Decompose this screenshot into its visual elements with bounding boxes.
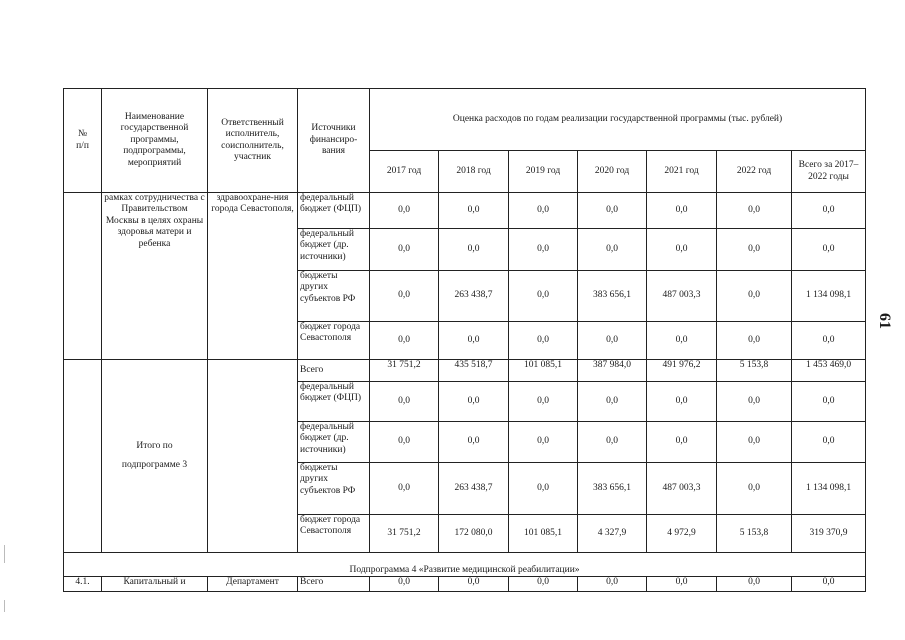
value-cell: 0,0 [509, 193, 578, 229]
value-cell: 0,0 [578, 229, 647, 271]
source-cell: федеральный бюджет (др. источники) [298, 422, 370, 463]
source-cell: федеральный бюджет (др. источники) [298, 229, 370, 271]
value-cell: 0,0 [717, 322, 792, 360]
header-year: 2018 год [439, 151, 509, 193]
value-cell: 0,0 [792, 322, 866, 360]
section-title: Подпрограмма 4 «Развитие медицинской реабилитации» [64, 553, 866, 577]
value-cell: 0,0 [647, 193, 717, 229]
source-cell: федеральный бюджет (ФЦП) [298, 382, 370, 422]
table-row [64, 577, 866, 592]
row-executor: Департамент [208, 577, 298, 592]
value-cell: 435 518,7 [439, 360, 509, 382]
row-executor: здравоохране-ния города Севастополя, [208, 193, 298, 360]
row-name: рамках сотрудничества с Правительством Москвы в целях охраны здоровья матери и ребенка [102, 193, 208, 360]
value-cell: 0,0 [717, 382, 792, 422]
value-cell: 0,0 [792, 422, 866, 463]
value-cell: 5 153,8 [717, 515, 792, 553]
source-cell: бюджет города Севастополя [298, 515, 370, 553]
value-cell: 0,0 [509, 271, 578, 322]
page-number: 61 [876, 313, 893, 329]
header-year: 2017 год [370, 151, 439, 193]
value-cell: 0,0 [717, 271, 792, 322]
value-cell: 0,0 [647, 577, 717, 592]
value-cell: 263 438,7 [439, 463, 509, 515]
value-cell: 0,0 [717, 463, 792, 515]
row-num [64, 360, 102, 553]
value-cell: 0,0 [370, 422, 439, 463]
row-name: Капитальный и [102, 577, 208, 592]
value-cell: 0,0 [439, 577, 509, 592]
value-cell: 387 984,0 [578, 360, 647, 382]
source-cell: бюджет города Севастополя [298, 322, 370, 360]
value-cell: 319 370,9 [792, 515, 866, 553]
source-cell: Всего [298, 360, 370, 382]
value-cell: 4 327,9 [578, 515, 647, 553]
row-num [64, 193, 102, 360]
budget-table [63, 88, 866, 592]
header-year: 2022 год [717, 151, 792, 193]
value-cell: 0,0 [792, 193, 866, 229]
header-year-total: Всего за 2017–2022 годы [792, 151, 866, 193]
value-cell: 0,0 [439, 422, 509, 463]
value-cell: 0,0 [370, 271, 439, 322]
value-cell: 0,0 [717, 577, 792, 592]
source-cell: Всего [298, 577, 370, 592]
value-cell: 0,0 [509, 229, 578, 271]
value-cell: 0,0 [509, 422, 578, 463]
value-cell: 1 134 098,1 [792, 271, 866, 322]
value-cell: 0,0 [439, 322, 509, 360]
value-cell: 0,0 [370, 193, 439, 229]
value-cell: 101 085,1 [509, 515, 578, 553]
scan-margin-mark [4, 545, 5, 563]
header-sources: Источники финансиро-вания [298, 89, 370, 193]
value-cell: 0,0 [717, 422, 792, 463]
value-cell: 0,0 [439, 229, 509, 271]
value-cell: 31 751,2 [370, 360, 439, 382]
value-cell: 491 976,2 [647, 360, 717, 382]
header-name: Наименование государственной программы, подпрограммы, мероприятий [102, 89, 208, 193]
value-cell: 0,0 [792, 382, 866, 422]
table-row [64, 193, 866, 229]
value-cell: 0,0 [439, 193, 509, 229]
row-name-total [102, 360, 208, 553]
value-cell: 101 085,1 [509, 360, 578, 382]
value-cell: 0,0 [578, 193, 647, 229]
row-num: 4.1. [64, 577, 102, 592]
header-executor: Ответственный исполнитель, соисполнитель, участник [208, 89, 298, 193]
header-row [64, 89, 866, 151]
value-cell: 383 656,1 [578, 463, 647, 515]
value-cell: 0,0 [509, 463, 578, 515]
table-row [64, 360, 866, 382]
value-cell: 172 080,0 [439, 515, 509, 553]
total-label-line2: подпрограмме 3 [121, 460, 188, 470]
value-cell: 0,0 [439, 382, 509, 422]
value-cell: 0,0 [647, 382, 717, 422]
value-cell: 0,0 [578, 322, 647, 360]
value-cell: 0,0 [509, 322, 578, 360]
source-cell: бюджеты других субъектов РФ [298, 463, 370, 515]
value-cell: 0,0 [370, 577, 439, 592]
value-cell: 1 134 098,1 [792, 463, 866, 515]
value-cell: 0,0 [792, 577, 866, 592]
value-cell: 0,0 [717, 193, 792, 229]
section-title-row [64, 553, 866, 577]
value-cell: 0,0 [370, 229, 439, 271]
value-cell: 0,0 [370, 463, 439, 515]
source-cell: бюджеты других субъектов РФ [298, 271, 370, 322]
value-cell: 487 003,3 [647, 271, 717, 322]
value-cell: 0,0 [647, 422, 717, 463]
value-cell: 0,0 [647, 229, 717, 271]
value-cell: 383 656,1 [578, 271, 647, 322]
header-num: № п/п [64, 89, 102, 193]
value-cell: 31 751,2 [370, 515, 439, 553]
header-year: 2020 год [578, 151, 647, 193]
value-cell: 0,0 [578, 577, 647, 592]
value-cell: 0,0 [647, 322, 717, 360]
value-cell: 0,0 [717, 229, 792, 271]
value-cell: 263 438,7 [439, 271, 509, 322]
value-cell: 4 972,9 [647, 515, 717, 553]
value-cell: 0,0 [509, 577, 578, 592]
header-year: 2019 год [509, 151, 578, 193]
source-cell: федеральный бюджет (ФЦП) [298, 193, 370, 229]
value-cell: 1 453 469,0 [792, 360, 866, 382]
value-cell: 0,0 [578, 382, 647, 422]
total-label-line1: Итого по [136, 440, 173, 451]
row-executor [208, 360, 298, 553]
header-year: 2021 год [647, 151, 717, 193]
value-cell: 487 003,3 [647, 463, 717, 515]
value-cell: 0,0 [370, 382, 439, 422]
value-cell: 0,0 [578, 422, 647, 463]
value-cell: 0,0 [370, 322, 439, 360]
scan-margin-mark [4, 600, 5, 612]
value-cell: 0,0 [509, 382, 578, 422]
value-cell: 0,0 [792, 229, 866, 271]
header-estimate: Оценка расходов по годам реализации государственной программы (тыс. рублей) [370, 89, 866, 151]
value-cell: 5 153,8 [717, 360, 792, 382]
